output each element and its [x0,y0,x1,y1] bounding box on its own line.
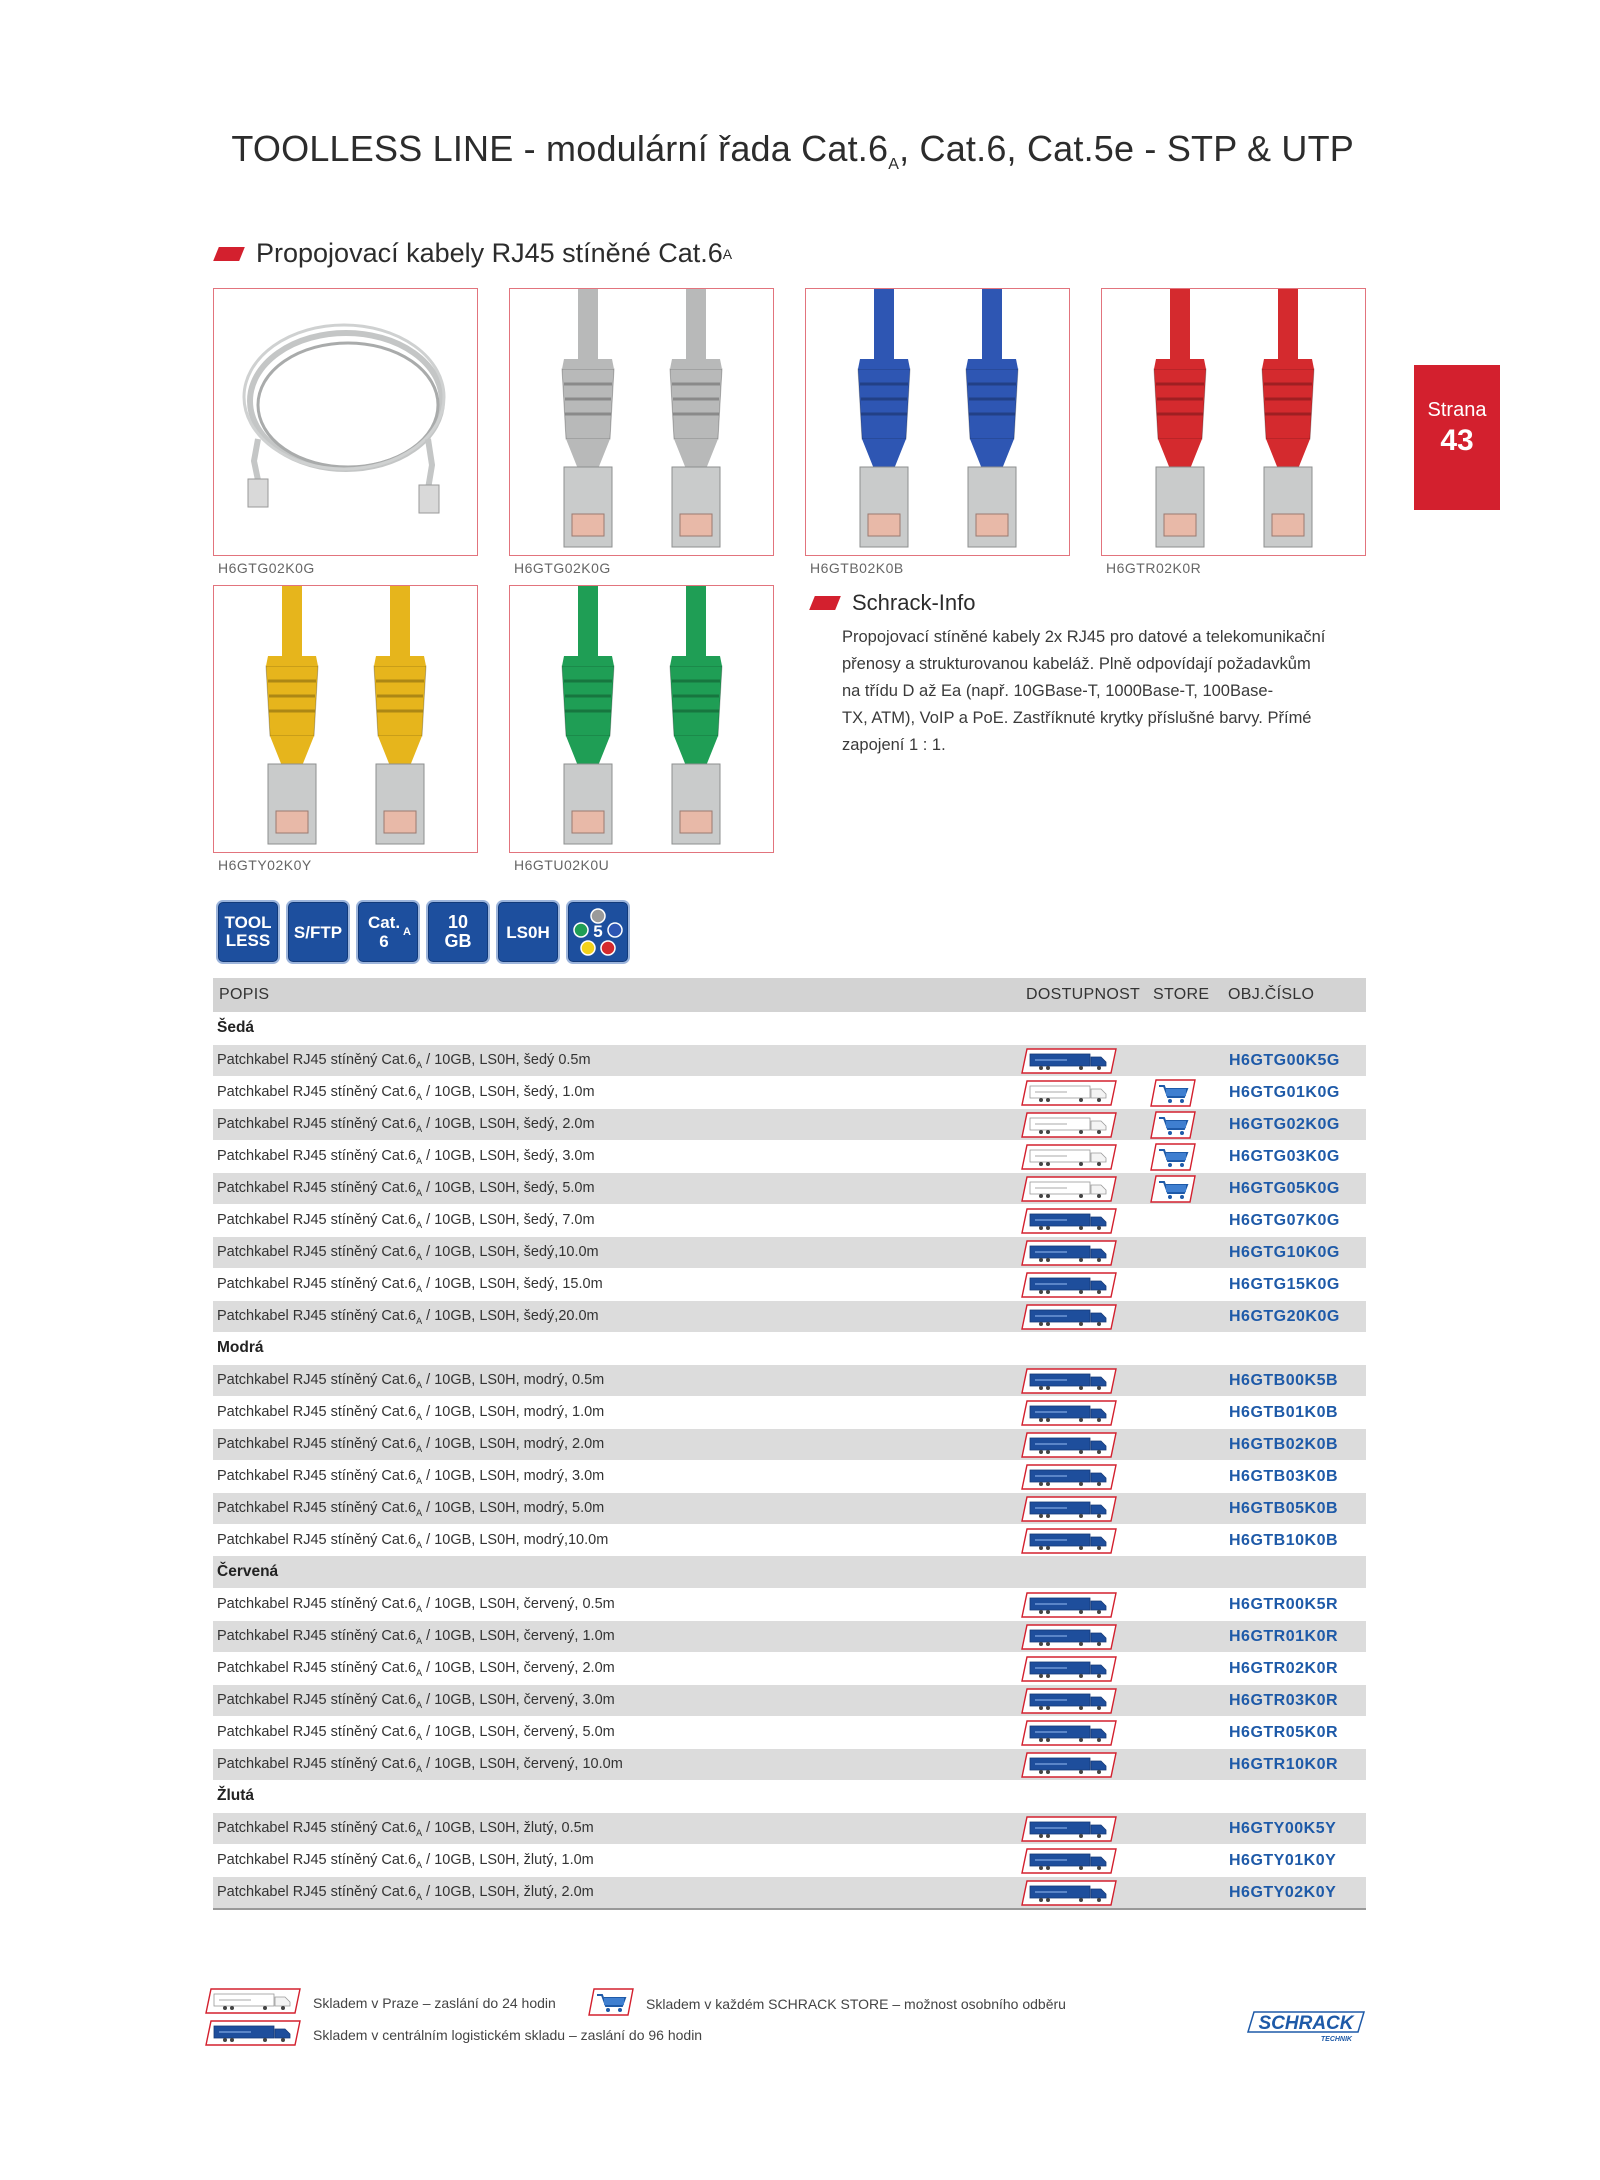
order-code: H6GTB03K0B [1229,1467,1339,1485]
truck-blue-icon [1021,1304,1117,1334]
table-row [213,1140,1366,1172]
page-title: TOOLLESS LINE - modulární řada $Cat.6_A$, Cat.6, Cat.5e - STP & UTP [231,128,1354,174]
group-name: Červená [217,1563,279,1580]
row-description: Patchkabel RJ45 stíněný $Cat.6_A / 10GB$, LS0H, šedý,20.0m [217,1307,599,1326]
truck-blue-icon [1021,1624,1117,1654]
sftp-badge: S/FTP [286,900,350,964]
truck-blue-icon [1021,1656,1117,1686]
row-description: Patchkabel RJ45 stíněný $Cat.6_A / 10GB$, LS0H, modrý,10.0m [217,1531,609,1550]
rj45-plug-icon [510,289,774,556]
truck-blue-icon [205,2020,301,2049]
truck-blue-icon [1021,1208,1117,1238]
truck-blue-icon [1021,1432,1117,1462]
truck-blue-icon [1021,1464,1117,1494]
table-row [213,1108,1366,1140]
cable-coil-icon [214,289,478,556]
cart-icon [1150,1143,1196,1175]
order-code: H6GTG20K0G [1229,1307,1340,1325]
rj45-plug-icon [510,586,774,853]
product-photo [213,288,478,556]
truck-blue-icon [1021,1720,1117,1750]
svg-text:TECHNIK: TECHNIK [1320,2036,1352,2043]
rj45-plug-icon [1102,289,1366,556]
legend-prague: Skladem v Praze – zaslání do 24 hodin [205,1988,556,2017]
truck-white-icon [1021,1112,1117,1142]
row-description: Patchkabel RJ45 stíněný $Cat.6_A / 10GB$, LS0H, modrý, 5.0m [217,1499,605,1518]
group-row [213,1780,1366,1812]
group-name: Žlutá [217,1787,255,1804]
group-row [213,1332,1366,1364]
toolless-badge: TOOL LESS [216,900,280,964]
table-row [213,1492,1366,1524]
table-row [213,1076,1366,1108]
schrack-logo [1246,2006,1366,2046]
speed-badge: 10 GB [426,900,490,964]
table-header [213,978,1366,1012]
product-photo [213,585,478,853]
photo-code-label: H6GTG02K0G [514,560,611,576]
truck-white-icon [1021,1080,1117,1110]
rj45-plug-icon [214,586,478,853]
product-photo [1101,288,1366,556]
photo-code-label: H6GTU02K0U [514,857,610,873]
truck-blue-icon [1021,1272,1117,1302]
truck-blue-icon [1021,1752,1117,1782]
row-description: Patchkabel RJ45 stíněný $Cat.6_A / 10GB$, LS0H, modrý, 0.5m [217,1371,605,1390]
group-row [213,1012,1366,1044]
page-number-tab [1414,365,1500,510]
section-marker-icon [213,247,245,261]
truck-blue-icon [1021,1400,1117,1430]
table-body [213,1012,1366,1908]
order-code: H6GTR00K5R [1229,1595,1339,1613]
order-code: H6GTG10K0G [1229,1243,1340,1261]
row-description: Patchkabel RJ45 stíněný $Cat.6_A / 10GB$, LS0H, šedý, 3.0m [217,1147,595,1166]
info-heading: Schrack-Info [812,590,976,616]
cart-icon [1150,1079,1196,1111]
truck-blue-icon [1021,1496,1117,1526]
row-description: Patchkabel RJ45 stíněný $Cat.6_A / 10GB$, LS0H, žlutý, 0.5m [217,1819,594,1838]
table-row [213,1684,1366,1716]
truck-blue-icon [1021,1048,1117,1078]
truck-white-icon [1021,1176,1117,1206]
order-code: H6GTG00K5G [1229,1051,1340,1069]
truck-blue-icon [1021,1880,1117,1910]
group-row [213,1556,1366,1588]
truck-blue-icon [1021,1528,1117,1558]
color-count: 5 [593,922,603,941]
photo-code-label: H6GTY02K0Y [218,857,312,873]
group-name: Modrá [217,1339,264,1356]
row-description: Patchkabel RJ45 stíněný $Cat.6_A / 10GB$, LS0H, červený, 1.0m [217,1627,615,1646]
table-row [213,1652,1366,1684]
lsoh-badge: LS0H [496,900,560,964]
product-photo [805,288,1070,556]
cart-icon [1150,1175,1196,1207]
truck-blue-icon [1021,1240,1117,1270]
order-code: H6GTR01K0R [1229,1627,1339,1645]
row-description: Patchkabel RJ45 stíněný $Cat.6_A / 10GB$, LS0H, šedý, 2.0m [217,1115,595,1134]
order-code: H6GTR05K0R [1229,1723,1339,1741]
legend-central: Skladem v centrálním logistickém skladu – zaslání do 96 hodin [205,2020,702,2049]
order-code: H6GTG03K0G [1229,1147,1340,1165]
order-code: H6GTB02K0B [1229,1435,1339,1453]
table-row [213,1876,1366,1908]
order-code: H6GTY00K5Y [1229,1819,1337,1837]
truck-blue-icon [1021,1688,1117,1718]
order-code: H6GTY02K0Y [1229,1883,1337,1901]
table-row [213,1268,1366,1300]
order-code: H6GTR02K0R [1229,1659,1339,1677]
table-row [213,1460,1366,1492]
truck-blue-icon [1021,1816,1117,1846]
row-description: Patchkabel RJ45 stíněný $Cat.6_A / 10GB$, LS0H, šedý, 7.0m [217,1211,595,1230]
info-marker-icon [809,596,841,610]
row-description: Patchkabel RJ45 stíněný $Cat.6_A / 10GB$, LS0H, červený, 5.0m [217,1723,615,1742]
feature-badges [216,900,630,964]
photo-code-label: H6GTG02K0G [218,560,315,576]
row-description: Patchkabel RJ45 stíněný $Cat.6_A / 10GB$, LS0H, žlutý, 2.0m [217,1883,594,1902]
row-description: Patchkabel RJ45 stíněný $Cat.6_A / 10GB$, LS0H, modrý, 3.0m [217,1467,605,1486]
table-row [213,1236,1366,1268]
order-code: H6GTG01K0G [1229,1083,1340,1101]
table-row [213,1396,1366,1428]
table-row [213,1300,1366,1332]
product-photo [509,585,774,853]
truck-white-icon [1021,1144,1117,1174]
product-table [213,978,1366,1910]
order-code: H6GTB10K0B [1229,1531,1339,1549]
table-row [213,1620,1366,1652]
group-name: Šedá [217,1019,255,1036]
header-code: OBJ.ČÍSLO [1228,986,1315,1003]
cart-icon [1150,1111,1196,1143]
table-row [213,1044,1366,1076]
truck-blue-icon [1021,1848,1117,1878]
row-description: Patchkabel RJ45 stíněný $Cat.6_A / 10GB$, LS0H, červený, 10.0m [217,1755,623,1774]
legend-store: Skladem v každém SCHRACK STORE – možnost osobního odběru [588,1988,1066,2019]
row-description: Patchkabel RJ45 stíněný $Cat.6_A / 10GB$, LS0H, šedý, 1.0m [217,1083,595,1102]
photo-code-label: H6GTR02K0R [1106,560,1202,576]
table-row [213,1812,1366,1844]
table-row [213,1364,1366,1396]
order-code: H6GTB05K0B [1229,1499,1339,1517]
row-description: Patchkabel RJ45 stíněný $Cat.6_A / 10GB$, LS0H, modrý, 2.0m [217,1435,605,1454]
table-row [213,1844,1366,1876]
table-row [213,1716,1366,1748]
page-number: 43 [1440,424,1474,457]
row-description: Patchkabel RJ45 stíněný $Cat.6_A / 10GB$, LS0H, šedý, 15.0m [217,1275,603,1294]
color-options-badge [566,900,630,964]
row-description: Patchkabel RJ45 stíněný $Cat.6_A / 10GB$, LS0H, červený, 3.0m [217,1691,615,1710]
row-description: Patchkabel RJ45 stíněný $Cat.6_A / 10GB$, LS0H, šedý 0.5m [217,1051,591,1070]
table-row [213,1524,1366,1556]
row-description: Patchkabel RJ45 stíněný $Cat.6_A / 10GB$, LS0H, žlutý, 1.0m [217,1851,594,1870]
order-code: H6GTG02K0G [1229,1115,1340,1133]
table-row [213,1428,1366,1460]
rj45-plug-icon [806,289,1070,556]
svg-text:SCHRACK: SCHRACK [1258,2013,1354,2034]
info-text: Propojovací stíněné kabely 2x RJ45 pro datové a telekomunikační přenosy a strukturovanou kabeláž. Plně odpovídají požadavkům na třídu D až Ea (např. 10GBase-T, 1000Base-T, 100Base- TX, ATM), VoIP a PoE. Zastříknuté krytky příslušné barvy. Přímé zapojení 1 : 1. [842,628,1326,754]
table-row [213,1588,1366,1620]
order-code: H6GTR10K0R [1229,1755,1339,1773]
page-tab-label: Strana [1427,399,1487,421]
photo-code-label: H6GTB02K0B [810,560,904,576]
product-photo [509,288,774,556]
order-code: H6GTY01K0Y [1229,1851,1337,1869]
order-code: H6GTG05K0G [1229,1179,1340,1197]
order-code: H6GTB01K0B [1229,1403,1339,1421]
row-description: Patchkabel RJ45 stíněný $Cat.6_A / 10GB$, LS0H, modrý, 1.0m [217,1403,605,1422]
order-code: H6GTR03K0R [1229,1691,1339,1709]
table-row [213,1204,1366,1236]
table-row [213,1172,1366,1204]
header-store: STORE [1153,986,1210,1003]
row-description: Patchkabel RJ45 stíněný $Cat.6_A / 10GB$, LS0H, šedý, 5.0m [217,1179,595,1198]
truck-blue-icon [1021,1592,1117,1622]
table-bottom-rule [213,1908,1366,1910]
order-code: H6GTG15K0G [1229,1275,1340,1293]
truck-blue-icon [1021,1368,1117,1398]
row-description: Patchkabel RJ45 stíněný $Cat.6_A / 10GB$, LS0H, šedý,10.0m [217,1243,599,1262]
order-code: H6GTG07K0G [1229,1211,1340,1229]
section-heading: Propojovací kabely RJ45 stíněné Cat.6 A [216,238,732,269]
header-avail: DOSTUPNOST [1026,986,1141,1003]
row-description: Patchkabel RJ45 stíněný $Cat.6_A / 10GB$, LS0H, červený, 2.0m [217,1659,615,1678]
cart-icon [588,1988,634,2019]
cat6a-badge: Cat. 6 A [356,900,420,964]
table-row [213,1748,1366,1780]
row-description: Patchkabel RJ45 stíněný $Cat.6_A / 10GB$, LS0H, červený, 0.5m [217,1595,615,1614]
order-code: H6GTB00K5B [1229,1371,1339,1389]
header-desc: POPIS [219,986,270,1003]
truck-white-icon [205,1988,301,2017]
